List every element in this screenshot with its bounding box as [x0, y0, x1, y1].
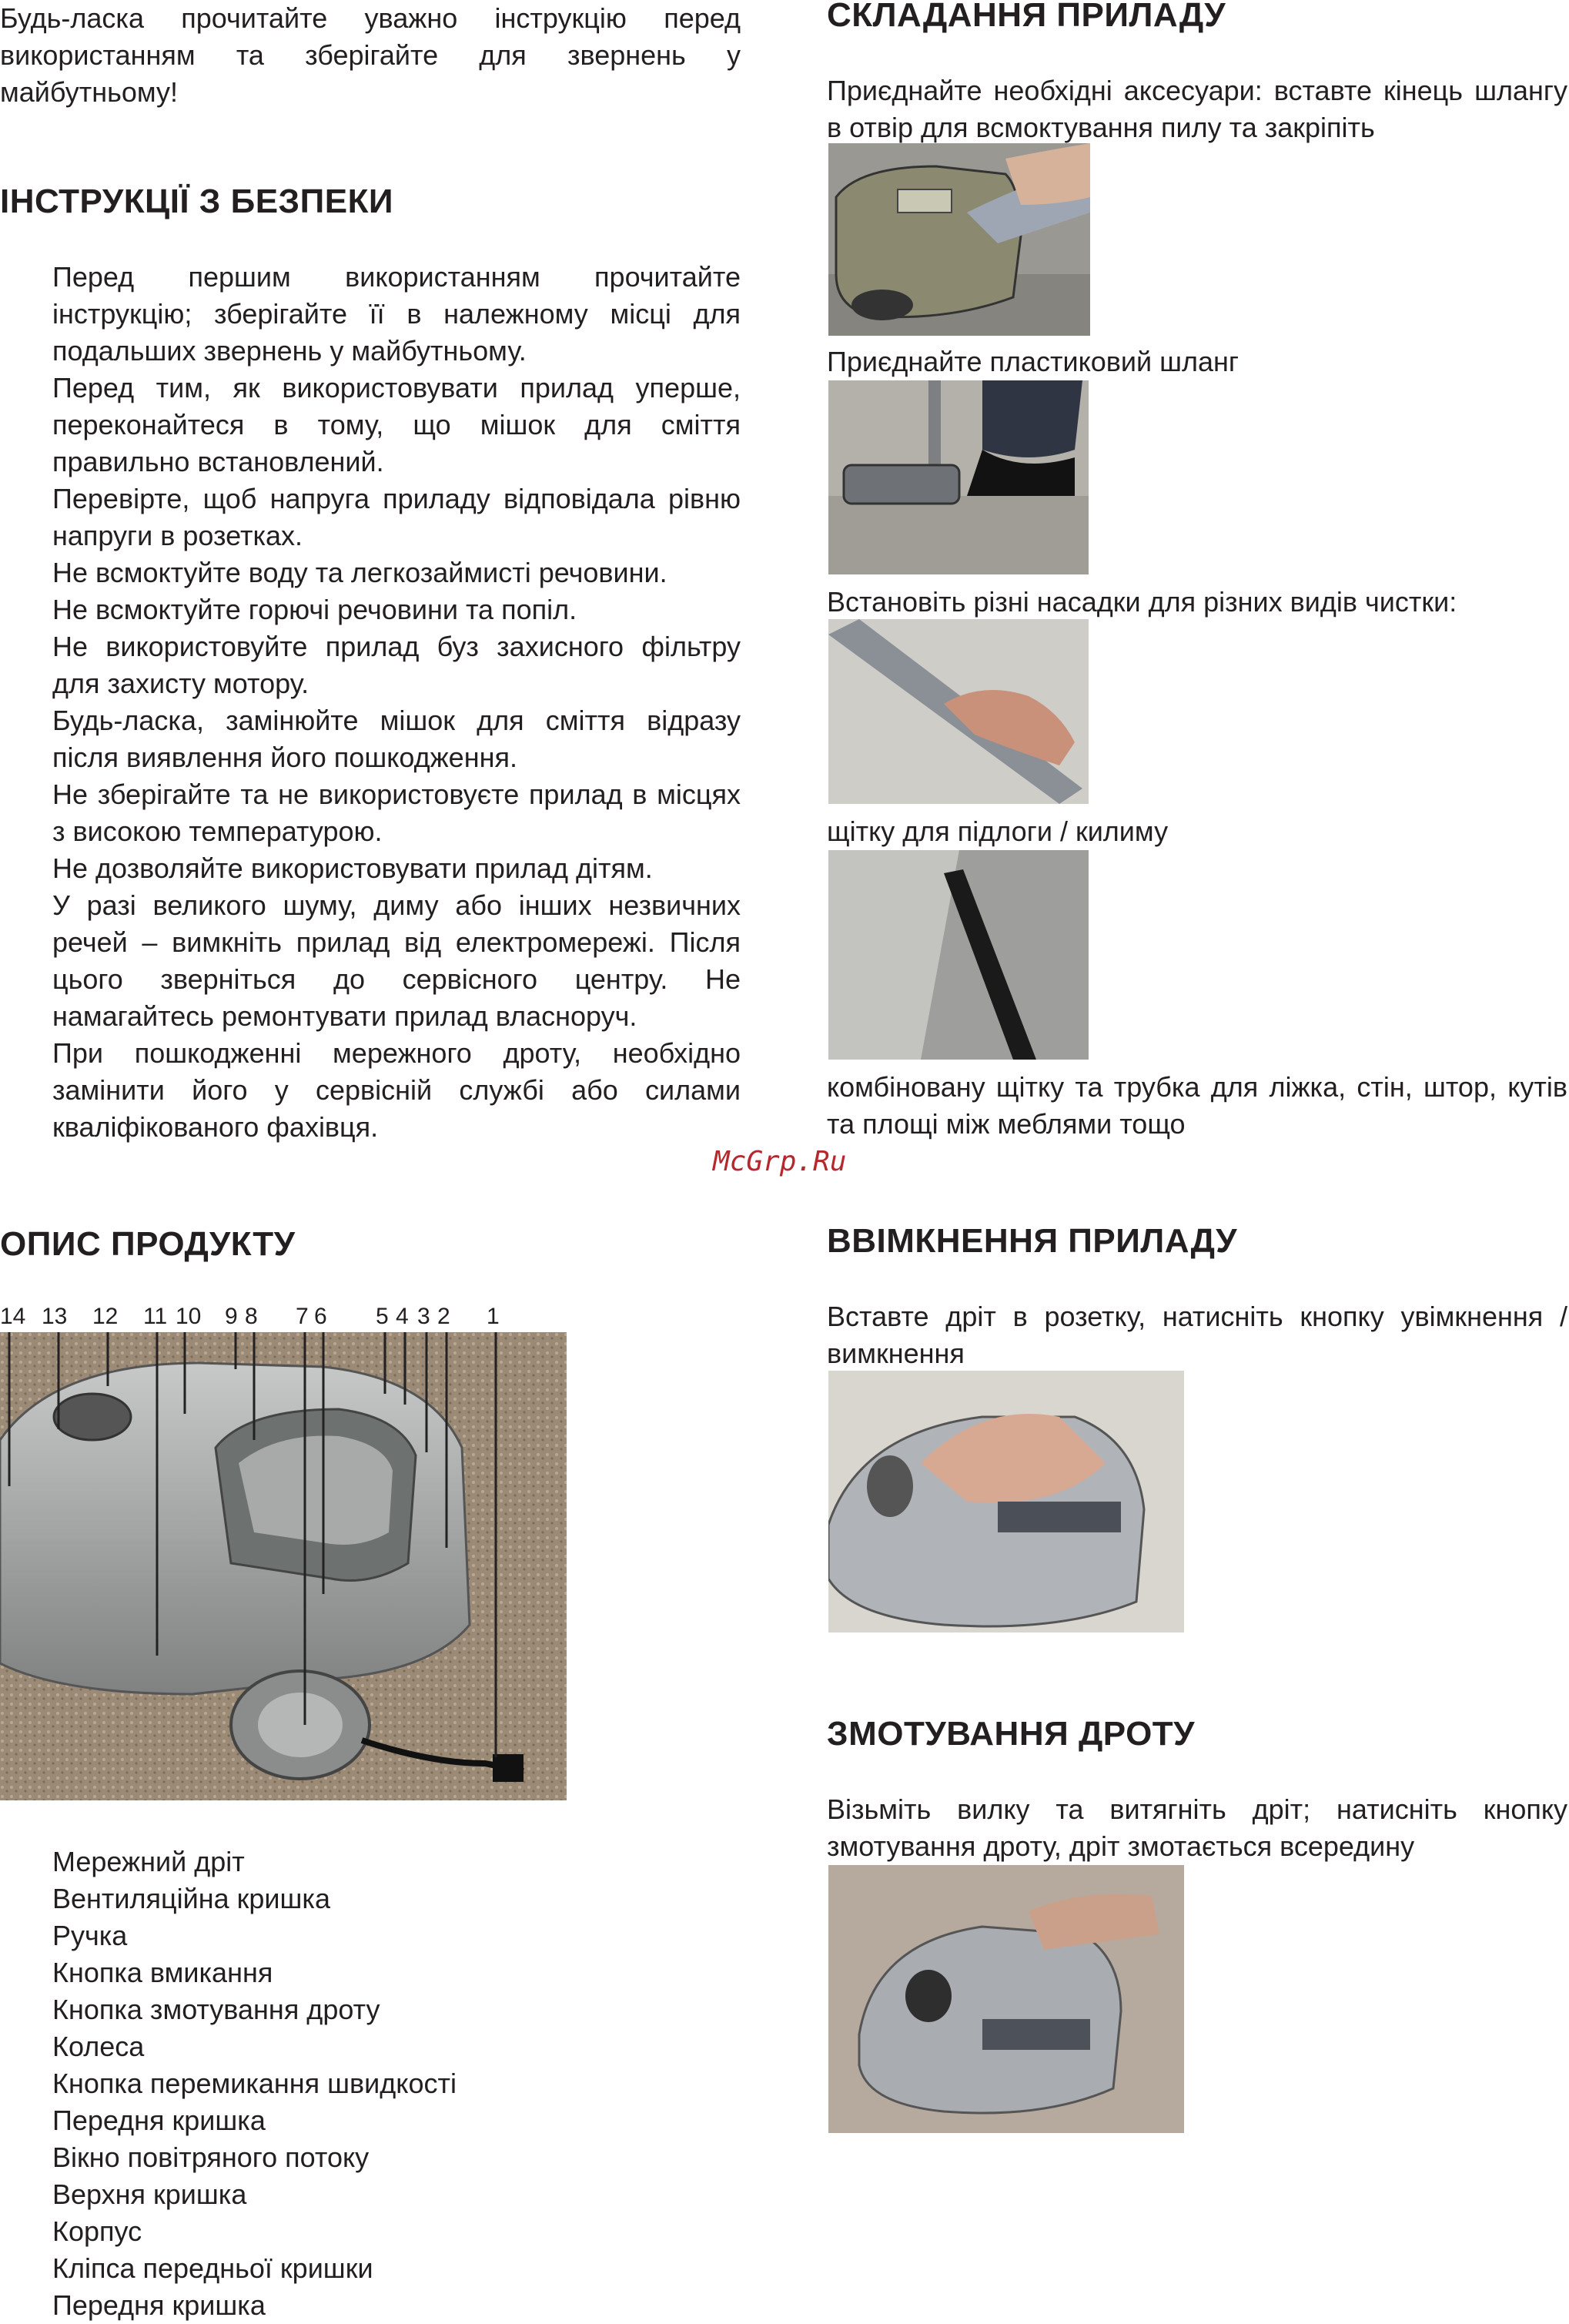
product-heading: ОПИС ПРОДУКТУ — [0, 1225, 296, 1263]
part-item: Колеса — [52, 2031, 145, 2062]
assembly-step1: Приєднайте необхідні аксесуари: вставте кінець шлангу в отвір для всмоктування пилу та закріпіть — [827, 75, 1567, 143]
photo-nozzles — [828, 619, 1089, 804]
photo-floor-brush — [828, 850, 1089, 1060]
assembly-step2: Приєднайте пластиковий шланг — [827, 346, 1239, 377]
cord-text: Візьміть вилку та витягніть дріт; натисніть кнопку змотування дроту, дріт змотається всередину — [827, 1793, 1567, 1862]
callout-number: 1 — [487, 1304, 500, 1329]
photo-plastic-hose — [828, 380, 1089, 574]
part-item: Верхня кришка — [52, 2178, 247, 2210]
assembly-heading: СКЛАДАННЯ ПРИЛАДУ — [827, 0, 1226, 34]
callout-number: 14 — [0, 1304, 26, 1329]
callout-number: 4 — [396, 1304, 409, 1329]
callout-numbers — [0, 1303, 570, 1331]
power-heading: ВВІМКНЕННЯ ПРИЛАДУ — [827, 1222, 1237, 1260]
safety-item: Перевірте, щоб напруга приладу відповідала рівню напруги в розетках. — [52, 483, 741, 551]
callout-number: 13 — [42, 1304, 68, 1329]
safety-item: Перед першим використанням прочитайте інструкцію; зберігайте її в належному місці для подальших звернень у майбутньому. — [52, 261, 741, 367]
safety-list — [52, 259, 741, 1146]
assembly-step4: щітку для підлоги / килиму — [827, 815, 1169, 847]
callout-number: 3 — [417, 1304, 430, 1329]
callout-number: 8 — [245, 1304, 258, 1329]
part-item: Корпус — [52, 2215, 142, 2247]
photo-cord-rewind — [828, 1865, 1184, 2133]
safety-item: Будь-ласка, замінюйте мішок для сміття відразу після виявлення його пошкодження. — [52, 705, 741, 773]
intro-text: Будь-ласка прочитайте уважно інструкцію перед використанням та зберігайте для звернень у майбутньому! — [0, 2, 741, 108]
part-item: Ручка — [52, 1920, 128, 1951]
part-item: Кнопка змотування дроту — [52, 1994, 380, 2025]
callout-number: 6 — [314, 1304, 327, 1329]
safety-item: Не всмоктуйте воду та легкозаймисті речовини. — [52, 557, 667, 588]
power-text: Вставте дріт в розетку, натисніть кнопку увімкнення / вимкнення — [827, 1301, 1567, 1369]
assembly-step3: Встановіть різні насадки для різних видів чистки: — [827, 586, 1457, 618]
parts-list — [52, 1843, 741, 2324]
callout-number: 11 — [143, 1304, 168, 1329]
part-item: Вентиляційна кришка — [52, 1883, 330, 1914]
cord-heading: ЗМОТУВАННЯ ДРОТУ — [827, 1715, 1196, 1753]
callout-number: 2 — [437, 1304, 450, 1329]
vacuum-product-photo — [0, 1332, 567, 1800]
safety-item: При пошкодженні мережного дроту, необхідно замінити його у сервісній службі або силами кваліфікованого фахівця. — [52, 1037, 741, 1143]
part-item: Передня кришка — [52, 2105, 266, 2136]
part-item: Кнопка перемикання швидкості — [52, 2068, 457, 2099]
safety-item: Перед тим, як використовувати прилад уперше, переконайтеся в тому, що мішок для сміття правильно встановлений. — [52, 372, 741, 477]
watermark: McGrp.Ru — [713, 1146, 847, 1177]
photo-attach-hose — [828, 143, 1090, 336]
part-item: Мережний дріт — [52, 1846, 245, 1877]
part-item: Вікно повітряного потоку — [52, 2141, 370, 2173]
safety-item: Не зберігайте та не використовуєте прилад в місцях з високою температурою. — [52, 779, 741, 847]
part-item: Кнопка вмикання — [52, 1957, 273, 1988]
assembly-step5: комбіновану щітку та трубка для ліжка, стін, штор, кутів та площі між меблями тощо — [827, 1071, 1567, 1140]
safety-heading: ІНСТРУКЦІЇ З БЕЗПЕКИ — [0, 183, 394, 220]
callout-number: 9 — [225, 1304, 238, 1329]
part-item: Кліпса передньої кришки — [52, 2252, 373, 2284]
callout-number: 7 — [296, 1304, 309, 1329]
safety-item: У разі великого шуму, диму або інших незвичних речей – вимкніть прилад від електромережі. Після цього зверніться до сервісного центру. Не намагайтесь ремонтувати прилад власноруч. — [52, 889, 741, 1032]
safety-item: Не використовуйте прилад буз захисного фільтру для захисту мотору. — [52, 631, 741, 699]
callout-number: 5 — [376, 1304, 389, 1329]
callout-number: 12 — [92, 1304, 119, 1329]
callout-number: 10 — [176, 1304, 202, 1329]
safety-item: Не дозволяйте використовувати прилад дітям. — [52, 852, 653, 884]
part-item: Передня кришка — [52, 2289, 266, 2321]
safety-item: Не всмоктуйте горючі речовини та попіл. — [52, 594, 577, 625]
photo-power-on — [828, 1371, 1184, 1632]
